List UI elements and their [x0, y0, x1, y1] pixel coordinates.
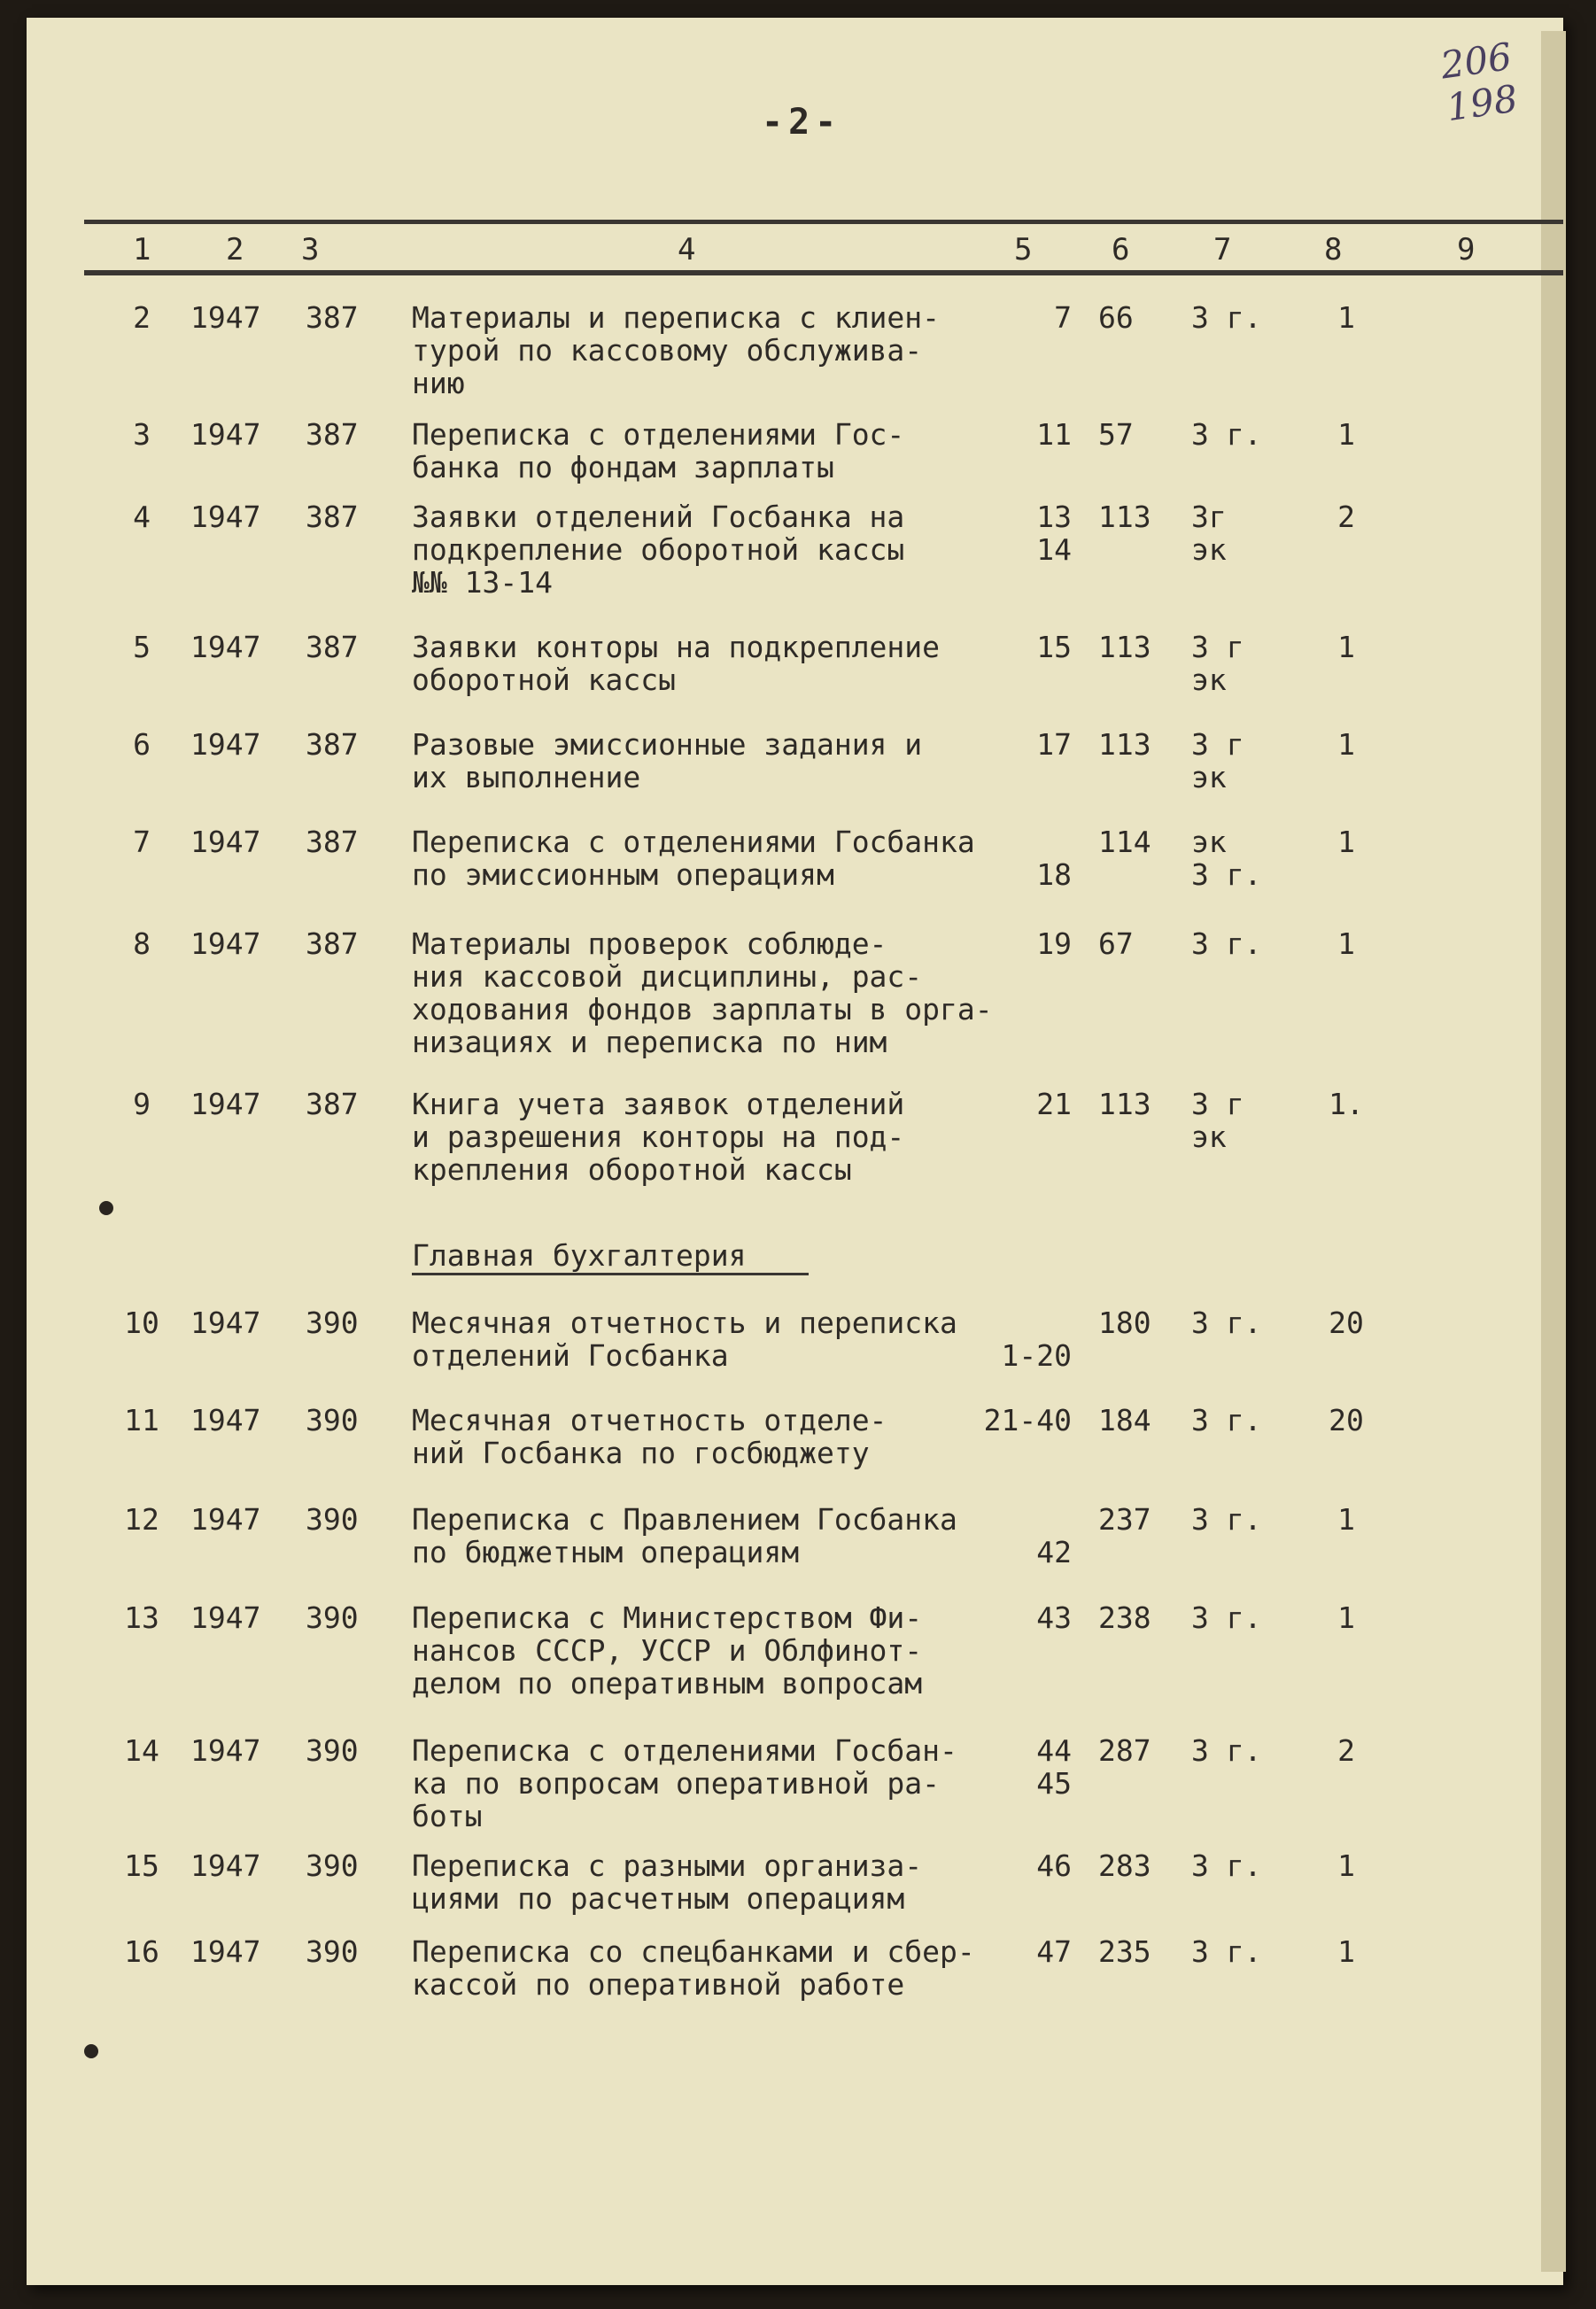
row-title-line: Месячная отчетность и переписка	[412, 1306, 957, 1340]
row-pages: 237	[1098, 1502, 1151, 1537]
row-code: 387	[306, 500, 359, 534]
row-year: 1947	[190, 1848, 261, 1883]
row-sheets	[974, 1935, 1072, 1968]
row-count: 1	[1337, 926, 1355, 961]
row-title-line: циями по расчетным операциям	[412, 1881, 905, 1916]
row-title	[412, 500, 1032, 599]
row-pages: 57	[1098, 417, 1134, 452]
row-sheets	[974, 1503, 1072, 1569]
row-number: 10	[124, 1306, 159, 1340]
row-code: 387	[306, 825, 359, 859]
row-title-line: Переписка с отделениями Гос-	[412, 417, 905, 452]
row-count: 1	[1337, 1502, 1355, 1537]
row-number: 9	[133, 1087, 151, 1121]
row-number: 5	[133, 630, 151, 664]
row-year: 1947	[190, 926, 261, 961]
row-pages: 113	[1098, 1087, 1151, 1121]
row-sheets-line: 42	[1036, 1535, 1072, 1569]
row-pages: 113	[1098, 630, 1151, 664]
header-col-8: 8	[1324, 232, 1343, 267]
row-sheets	[974, 1306, 1072, 1372]
row-term-line: 3 г	[1191, 1087, 1244, 1121]
row-term-line: 3 г	[1191, 727, 1244, 762]
row-term-line: 3 г.	[1191, 1403, 1262, 1437]
row-pages: 235	[1098, 1934, 1151, 1969]
row-number: 8	[133, 926, 151, 961]
row-year: 1947	[190, 1403, 261, 1437]
row-count: 1	[1337, 825, 1355, 859]
row-sheets-line: 45	[1036, 1766, 1072, 1801]
row-number: 16	[124, 1934, 159, 1969]
row-sheets	[974, 1734, 1072, 1800]
row-count: 1	[1337, 630, 1355, 664]
row-title-line: Переписка с отделениями Госбан-	[412, 1733, 957, 1768]
row-code: 390	[306, 1733, 359, 1768]
header-col-1: 1	[133, 232, 151, 267]
row-title-line: и разрешения конторы на под-	[412, 1120, 905, 1154]
row-code: 387	[306, 727, 359, 762]
row-term-line: 3 г.	[1191, 926, 1262, 961]
page-number: -2-	[762, 102, 842, 143]
row-title	[412, 1088, 1032, 1186]
row-term	[1191, 1088, 1244, 1153]
row-term-line: 3 г.	[1191, 417, 1262, 452]
row-title-line: Разовые эмиссионные задания и	[412, 727, 923, 762]
row-code: 387	[306, 417, 359, 452]
row-term	[1191, 1849, 1261, 1882]
row-title-line: ка по вопросам оперативной ра-	[412, 1766, 941, 1801]
row-count: 1	[1337, 1600, 1355, 1635]
header-col-7: 7	[1213, 232, 1232, 267]
row-term	[1191, 631, 1244, 696]
archive-sheet-number: 206 198	[1437, 34, 1521, 130]
table-header-rule	[84, 270, 1563, 275]
row-term-line: 3 г.	[1191, 1848, 1262, 1883]
table-top-rule	[84, 220, 1563, 224]
row-pages: 66	[1098, 300, 1134, 335]
row-year: 1947	[190, 1306, 261, 1340]
row-term-line: 3 г.	[1191, 1502, 1262, 1537]
row-sheets	[974, 825, 1072, 891]
row-count: 1	[1337, 1934, 1355, 1969]
page-edge	[1541, 31, 1566, 2272]
row-number: 11	[124, 1403, 159, 1437]
row-title-line: Заявки конторы на подкрепление	[412, 630, 941, 664]
row-title	[412, 1734, 1032, 1832]
header-col-6: 6	[1112, 232, 1130, 267]
row-term-line: 3 г.	[1191, 1600, 1262, 1635]
row-term-line: эк	[1191, 825, 1227, 859]
row-title	[412, 1935, 1032, 2001]
row-term	[1191, 1503, 1261, 1536]
row-term	[1191, 927, 1261, 960]
row-pages: 238	[1098, 1600, 1151, 1635]
row-title	[412, 1849, 1032, 1915]
row-year: 1947	[190, 500, 261, 534]
row-year: 1947	[190, 727, 261, 762]
row-sheets-line: 46	[1036, 1848, 1072, 1883]
row-title-line: нию	[412, 366, 465, 400]
row-count: 2	[1337, 500, 1355, 534]
row-sheets-line: 44	[1036, 1733, 1072, 1768]
row-title	[412, 1404, 1032, 1469]
row-title-line: оборотной кассы	[412, 662, 677, 697]
row-count: 1	[1337, 417, 1355, 452]
row-number: 7	[133, 825, 151, 859]
row-title-line: их выполнение	[412, 760, 641, 794]
row-term	[1191, 825, 1261, 891]
row-sheets-line: 21	[1036, 1087, 1072, 1121]
row-term	[1191, 418, 1261, 451]
row-sheets-line: 19	[1036, 926, 1072, 961]
row-term	[1191, 1404, 1261, 1437]
row-sheets	[974, 927, 1072, 960]
row-sheets-line: 21-40	[983, 1403, 1072, 1437]
row-title-line: делом по оперативным вопросам	[412, 1666, 923, 1701]
row-term	[1191, 1306, 1261, 1339]
row-term-line: 3 г.	[1191, 1733, 1262, 1768]
row-code: 387	[306, 926, 359, 961]
row-count: 1	[1337, 1848, 1355, 1883]
row-title	[412, 301, 1032, 399]
row-sheets-line: 15	[1036, 630, 1072, 664]
row-term-line: 3 г.	[1191, 857, 1262, 892]
header-col-9: 9	[1457, 232, 1476, 267]
row-count: 20	[1329, 1403, 1364, 1437]
row-sheets-line: 47	[1036, 1934, 1072, 1969]
row-term	[1191, 500, 1227, 566]
row-count: 20	[1329, 1306, 1364, 1340]
row-year: 1947	[190, 630, 261, 664]
header-col-2: 2	[226, 232, 244, 267]
row-title-line: Книга учета заявок отделений	[412, 1087, 905, 1121]
row-year: 1947	[190, 1600, 261, 1635]
row-title-line: банка по фондам зарплаты	[412, 450, 834, 484]
row-number: 4	[133, 500, 151, 534]
row-sheets	[974, 418, 1072, 451]
row-sheets-line: 18	[1036, 857, 1072, 892]
row-title-line: кассой по оперативной работе	[412, 1967, 905, 2002]
row-title-line: по бюджетным операциям	[412, 1535, 800, 1569]
row-year: 1947	[190, 300, 261, 335]
row-title-line: боты	[412, 1799, 483, 1833]
row-title-line: ния кассовой дисциплины, рас-	[412, 959, 923, 994]
row-title-line: отделений Госбанка	[412, 1338, 729, 1373]
section-title: Главная бухгалтерия	[412, 1238, 809, 1275]
row-year: 1947	[190, 825, 261, 859]
row-sheets-line: 7	[1054, 300, 1072, 335]
row-title-line: нансов СССР, УССР и Облфинот-	[412, 1633, 923, 1668]
row-title-line: Переписка со спецбанками и сбер-	[412, 1934, 975, 1969]
row-year: 1947	[190, 417, 261, 452]
row-title-line: Материалы проверок соблюде-	[412, 926, 887, 961]
row-title-line: Месячная отчетность отделе-	[412, 1403, 887, 1437]
row-title-line: подкрепление оборотной кассы	[412, 532, 905, 567]
row-pages: 67	[1098, 926, 1134, 961]
row-sheets	[974, 631, 1072, 663]
row-title	[412, 1601, 1032, 1700]
row-sheets	[974, 301, 1072, 334]
row-term-line: эк	[1191, 760, 1227, 794]
row-title-line: низациях и переписка по ним	[412, 1025, 887, 1059]
row-term-line: 3 г.	[1191, 1934, 1262, 1969]
row-title-line: Материалы и переписка с клиен-	[412, 300, 941, 335]
row-number: 3	[133, 417, 151, 452]
row-title-line: ходования фондов зарплаты в орга-	[412, 992, 993, 1027]
row-sheets-line: 17	[1036, 727, 1072, 762]
row-term	[1191, 1601, 1261, 1634]
row-sheets	[974, 1088, 1072, 1120]
row-title-line: турой по кассовому обслужива-	[412, 333, 923, 368]
row-sheets	[974, 1849, 1072, 1882]
row-sheets-line: 43	[1036, 1600, 1072, 1635]
table-header	[0, 232, 1596, 267]
row-title-line: Переписка с Правлением Госбанка	[412, 1502, 957, 1537]
row-term-line: эк	[1191, 532, 1227, 567]
row-sheets-line: 13	[1036, 500, 1072, 534]
row-code: 387	[306, 630, 359, 664]
row-term	[1191, 301, 1261, 334]
row-sheets-line	[974, 1306, 1072, 1339]
row-sheets-line: 11	[1036, 417, 1072, 452]
row-code: 387	[306, 300, 359, 335]
row-year: 1947	[190, 1087, 261, 1121]
row-term	[1191, 1734, 1261, 1767]
row-title-line: по эмиссионным операциям	[412, 857, 834, 892]
row-number: 14	[124, 1733, 159, 1768]
row-sheets-line: 14	[1036, 532, 1072, 567]
row-title	[412, 1503, 1032, 1569]
row-title-line: Переписка с Министерством Фи-	[412, 1600, 923, 1635]
row-sheets	[974, 1404, 1072, 1437]
row-term	[1191, 1935, 1261, 1968]
row-code: 387	[306, 1087, 359, 1121]
row-title-line: №№ 13-14	[412, 565, 553, 600]
row-pages: 283	[1098, 1848, 1151, 1883]
row-title	[412, 825, 1032, 891]
row-sheets	[974, 728, 1072, 761]
row-number: 13	[124, 1600, 159, 1635]
header-col-5: 5	[1014, 232, 1033, 267]
row-pages: 114	[1098, 825, 1151, 859]
row-count: 1.	[1329, 1087, 1364, 1121]
row-title	[412, 1306, 1032, 1372]
header-col-3: 3	[301, 232, 320, 267]
row-title	[412, 728, 1032, 794]
row-term-line: эк	[1191, 662, 1227, 697]
row-term-line: эк	[1191, 1120, 1227, 1154]
row-sheets	[974, 500, 1072, 566]
row-year: 1947	[190, 1934, 261, 1969]
row-term-line: 3г	[1191, 500, 1227, 534]
row-code: 390	[306, 1934, 359, 1969]
row-title-line: Переписка с разными организа-	[412, 1848, 923, 1883]
row-code: 390	[306, 1403, 359, 1437]
row-sheets-line: 1-20	[1001, 1338, 1072, 1373]
row-pages: 184	[1098, 1403, 1151, 1437]
row-title-line: Переписка с отделениями Госбанка	[412, 825, 975, 859]
row-sheets-line	[974, 1503, 1072, 1536]
row-pages: 180	[1098, 1306, 1151, 1340]
row-term	[1191, 728, 1244, 794]
row-number: 15	[124, 1848, 159, 1883]
row-number: 6	[133, 727, 151, 762]
punch-hole	[99, 1201, 113, 1215]
row-pages: 113	[1098, 500, 1151, 534]
row-term-line: 3 г	[1191, 630, 1244, 664]
header-col-4: 4	[678, 232, 696, 267]
row-code: 390	[306, 1848, 359, 1883]
row-code: 390	[306, 1306, 359, 1340]
row-term-line: 3 г.	[1191, 300, 1262, 335]
row-pages: 113	[1098, 727, 1151, 762]
row-count: 2	[1337, 1733, 1355, 1768]
row-number: 12	[124, 1502, 159, 1537]
row-term-line: 3 г.	[1191, 1306, 1262, 1340]
row-sheets-line	[974, 825, 1072, 858]
row-code: 390	[306, 1502, 359, 1537]
row-title	[412, 418, 1032, 484]
row-pages: 287	[1098, 1733, 1151, 1768]
row-sheets	[974, 1601, 1072, 1634]
row-title	[412, 927, 1032, 1058]
row-count: 1	[1337, 727, 1355, 762]
row-year: 1947	[190, 1733, 261, 1768]
row-code: 390	[306, 1600, 359, 1635]
punch-hole	[84, 2044, 98, 2058]
row-count: 1	[1337, 300, 1355, 335]
row-year: 1947	[190, 1502, 261, 1537]
row-title-line: Заявки отделений Госбанка на	[412, 500, 905, 534]
row-title	[412, 631, 1032, 696]
row-title-line: ний Госбанка по госбюджету	[412, 1436, 870, 1470]
row-title-line: крепления оборотной кассы	[412, 1152, 852, 1187]
row-number: 2	[133, 300, 151, 335]
